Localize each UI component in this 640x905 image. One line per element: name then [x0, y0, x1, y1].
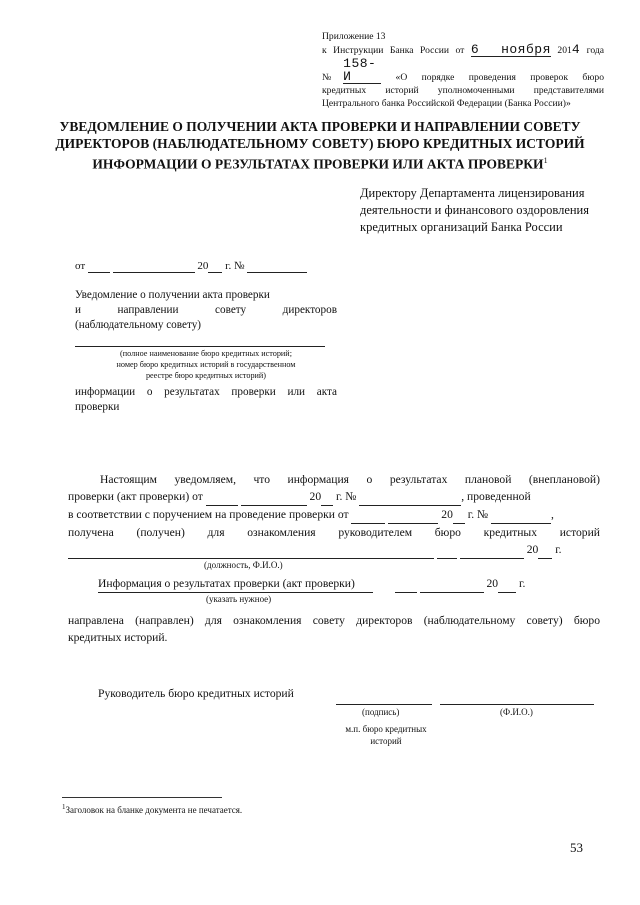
position-name-blank [68, 541, 434, 559]
name-line [440, 704, 594, 705]
addressee: Директору Департамента лицензирования деятельности и финансового оздоровления кредитных организаций Банка России [360, 186, 589, 234]
signature-hint: (подпись) [362, 707, 400, 717]
document-title: УВЕДОМЛЕНИЕ О ПОЛУЧЕНИИ АКТА ПРОВЕРКИ И НАПРАВЛЕНИИ СОВЕТУ ДИРЕКТОРОВ (НАБЛЮДАТЕЛЬНОМУ СОВЕТУ) БЮРО КРЕДИТНЫХ ИСТОРИЙ ИНФОРМАЦИИ О РЕЗУЛЬТАТАХ ПРОВЕРКИ ИЛИ АКТА ПРОВЕРКИ$^1$ [55, 119, 585, 172]
appendix-line5: Центрального банка Российской Федерации (Банка России)» [322, 98, 571, 109]
from-number-blank [247, 260, 307, 273]
appendix-line3: №158-И «О порядке проведения проверок бюро [322, 56, 604, 84]
footnote-divider [62, 797, 222, 798]
sent-paragraph: направлена (направлен) для ознакомления совету директоров (наблюдательному совету) бюро кредитных историй. [68, 614, 600, 644]
from-day-blank [88, 260, 110, 273]
from-year-blank [208, 260, 222, 273]
bureau-name-blank [75, 333, 325, 347]
body-paragraph: Настоящим уведомляем, что информация о результатах плановой (внеплановой) проверки (акт проверки) от 20 г. № , проведенной в соответствии с поручением на проведение проверки от 20 г. № , получена (получен) для ознакомления руководителем бюро кредитных историй 20 г. (должность, Ф.И.О.) [68, 473, 600, 570]
appendix-header [322, 30, 604, 110]
position-hint: (должность, Ф.И.О.) [204, 560, 283, 570]
signature-line [336, 704, 432, 705]
stamp-note: м.п. бюро кредитных историй [345, 724, 427, 746]
appendix-number: 158-И [343, 57, 381, 84]
page-number: 53 [570, 840, 583, 855]
appendix-line4: кредитных историй уполномоченными представителями [322, 85, 604, 96]
from-month-blank [113, 260, 195, 273]
footnote: $^1$Заголовок на бланке документа не печатается. [62, 803, 243, 815]
signature-label: Руководитель бюро кредитных историй [98, 687, 294, 700]
name-hint: (Ф.И.О.) [500, 707, 533, 717]
bureau-name-hint: (полное наименование бюро кредитных историй; номер бюро кредитных историй в государственном реестре бюро кредитных историй) [116, 349, 296, 380]
title-footnote-mark: 1 [543, 156, 548, 165]
choose-hint: (указать нужное) [206, 594, 272, 604]
appendix-line1: Приложение 13 [322, 31, 386, 42]
appendix-date: 6 ноября [470, 42, 551, 57]
appendix-line2: к Инструкции Банка России от 6 ноября 2014 года [322, 42, 605, 57]
from-line: от 20 г. № [75, 260, 307, 273]
info-line: Информация о результатах проверки (акт проверки) 20 г. (указать нужное) [68, 575, 600, 605]
info-underlined: Информация о результатах проверки (акт проверки) [98, 575, 373, 593]
subject-block: Уведомление о получении акта проверки и направлении совету директоров (наблюдательному совету) (полное наименование бюро кредитных историй; номер бюро кредитных историй в государственном реестре бюро кредитных историй) информации о результатах проверки или акта проверки [75, 289, 337, 413]
